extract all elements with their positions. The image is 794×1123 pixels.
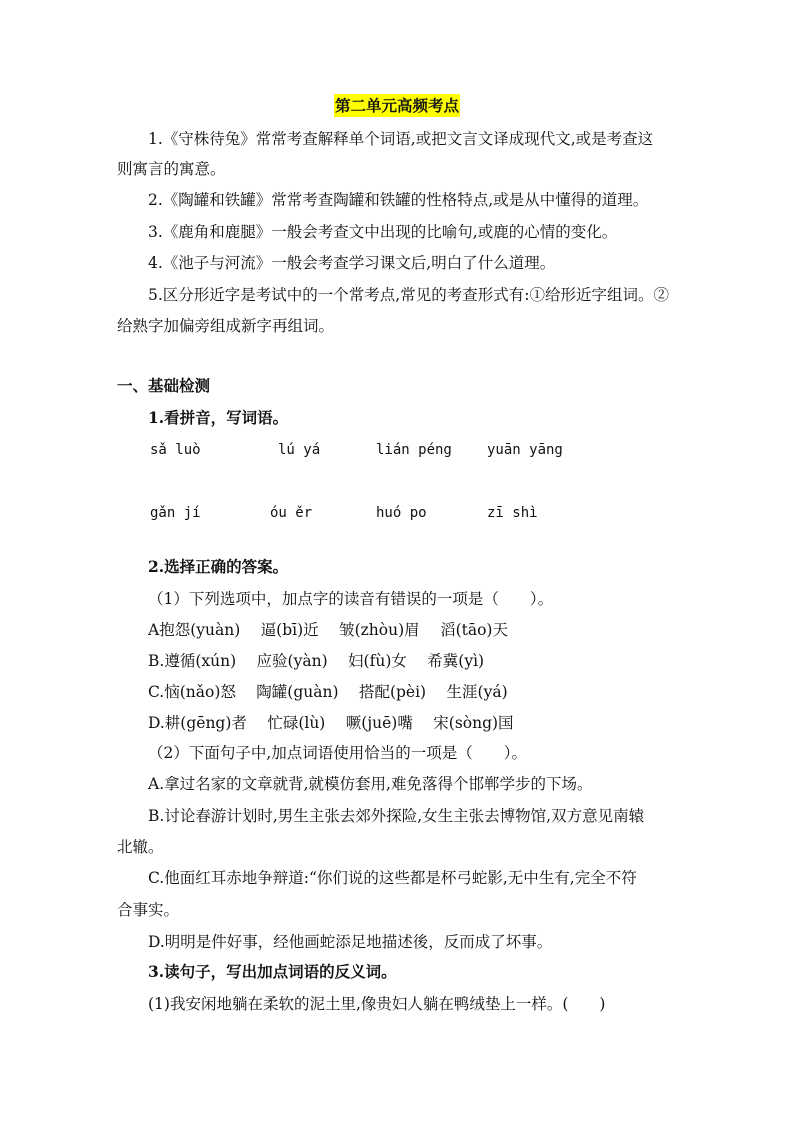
intro-line-4: 3.《鹿角和鹿腿》一般会考查文中出现的比喻句,或鹿的心情的变化。: [148, 223, 618, 241]
q2-sub2-option-c: C.他面红耳赤地争辩道:“你们说的这些都是杯弓蛇影,无中生有,完全不符: [148, 869, 637, 887]
pinyin-item: sǎ luò: [150, 442, 201, 458]
q2-sub1-option-d: D.耕(gēng)者 忙碌(lù) 噘(juē)嘴 宋(sòng)国: [148, 714, 514, 732]
pinyin-item: óu ěr: [270, 505, 313, 521]
intro-line-1: 1.《守株待兔》常常考查解释单个词语,或把文言文译成现代文,或是考查这: [148, 130, 654, 148]
q2-sub1-option-c: C.恼(nǎo)怒 陶罐(guàn) 搭配(pèi) 生涯(yá): [148, 683, 508, 701]
q2-sub2-option-c-cont: 合事实。: [117, 901, 180, 919]
pinyin-item: yuān yāng: [487, 442, 563, 458]
section-heading: 一、基础检测: [117, 376, 211, 395]
unit-title-text: 第二单元高频考点: [334, 96, 459, 115]
pinyin-item: lú yá: [278, 442, 321, 458]
unit-title: [0, 94, 794, 116]
q2-sub1: （1）下列选项中，加点字的读音有错误的一项是（ ）。: [148, 590, 554, 608]
q2-sub1-option-b: B.遵循(xún) 应验(yàn) 妇(fù)女 希冀(yì): [148, 652, 485, 670]
q2-sub2: （2）下面句子中,加点词语使用恰当的一项是（ ）。: [148, 744, 528, 762]
q2-sub2-option-d: D.明明是件好事，经他画蛇添足地描述後，反而成了坏事。: [148, 933, 553, 951]
q1-title: 1.看拼音，写词语。: [148, 408, 289, 427]
q2-title: 2.选择正确的答案。: [148, 557, 289, 576]
q2-sub1-option-a: A抱怨(yuàn) 逼(bī)近 皱(zhòu)眉 滔(tāo)天: [148, 621, 508, 639]
q3-title: 3.读句子，写出加点词语的反义词。: [148, 962, 397, 981]
pinyin-item: zī shì: [487, 505, 538, 521]
intro-line-7: 给熟字加偏旁组成新字再组词。: [117, 317, 335, 335]
intro-line-3: 2.《陶罐和铁罐》常常考查陶罐和铁罐的性格特点,或是从中懂得的道理。: [148, 191, 649, 209]
pinyin-item: huó po: [376, 505, 427, 521]
pinyin-item: lián péng: [376, 442, 452, 458]
q3-item-1: (1)我安闲地躺在柔软的泥土里,像贵妇人躺在鸭绒垫上一样。( ): [148, 995, 606, 1013]
q2-sub2-option-a: A.拿过名家的文章就背,就模仿套用,难免落得个邯郸学步的下场。: [148, 775, 593, 793]
intro-line-2: 则寓言的寓意。: [117, 160, 226, 178]
q2-sub2-option-b-cont: 北辙。: [117, 838, 164, 856]
intro-line-6: 5.区分形近字是考试中的一个常考点,常见的考查形式有:①给形近字组词。②: [148, 286, 669, 304]
q2-sub2-option-b: B.讨论春游计划时,男生主张去郊外探险,女生主张去博物馆,双方意见南辕: [148, 807, 645, 825]
intro-line-5: 4.《池子与河流》一般会考查学习课文后,明白了什么道理。: [148, 254, 556, 272]
pinyin-item: gǎn jí: [150, 505, 201, 521]
